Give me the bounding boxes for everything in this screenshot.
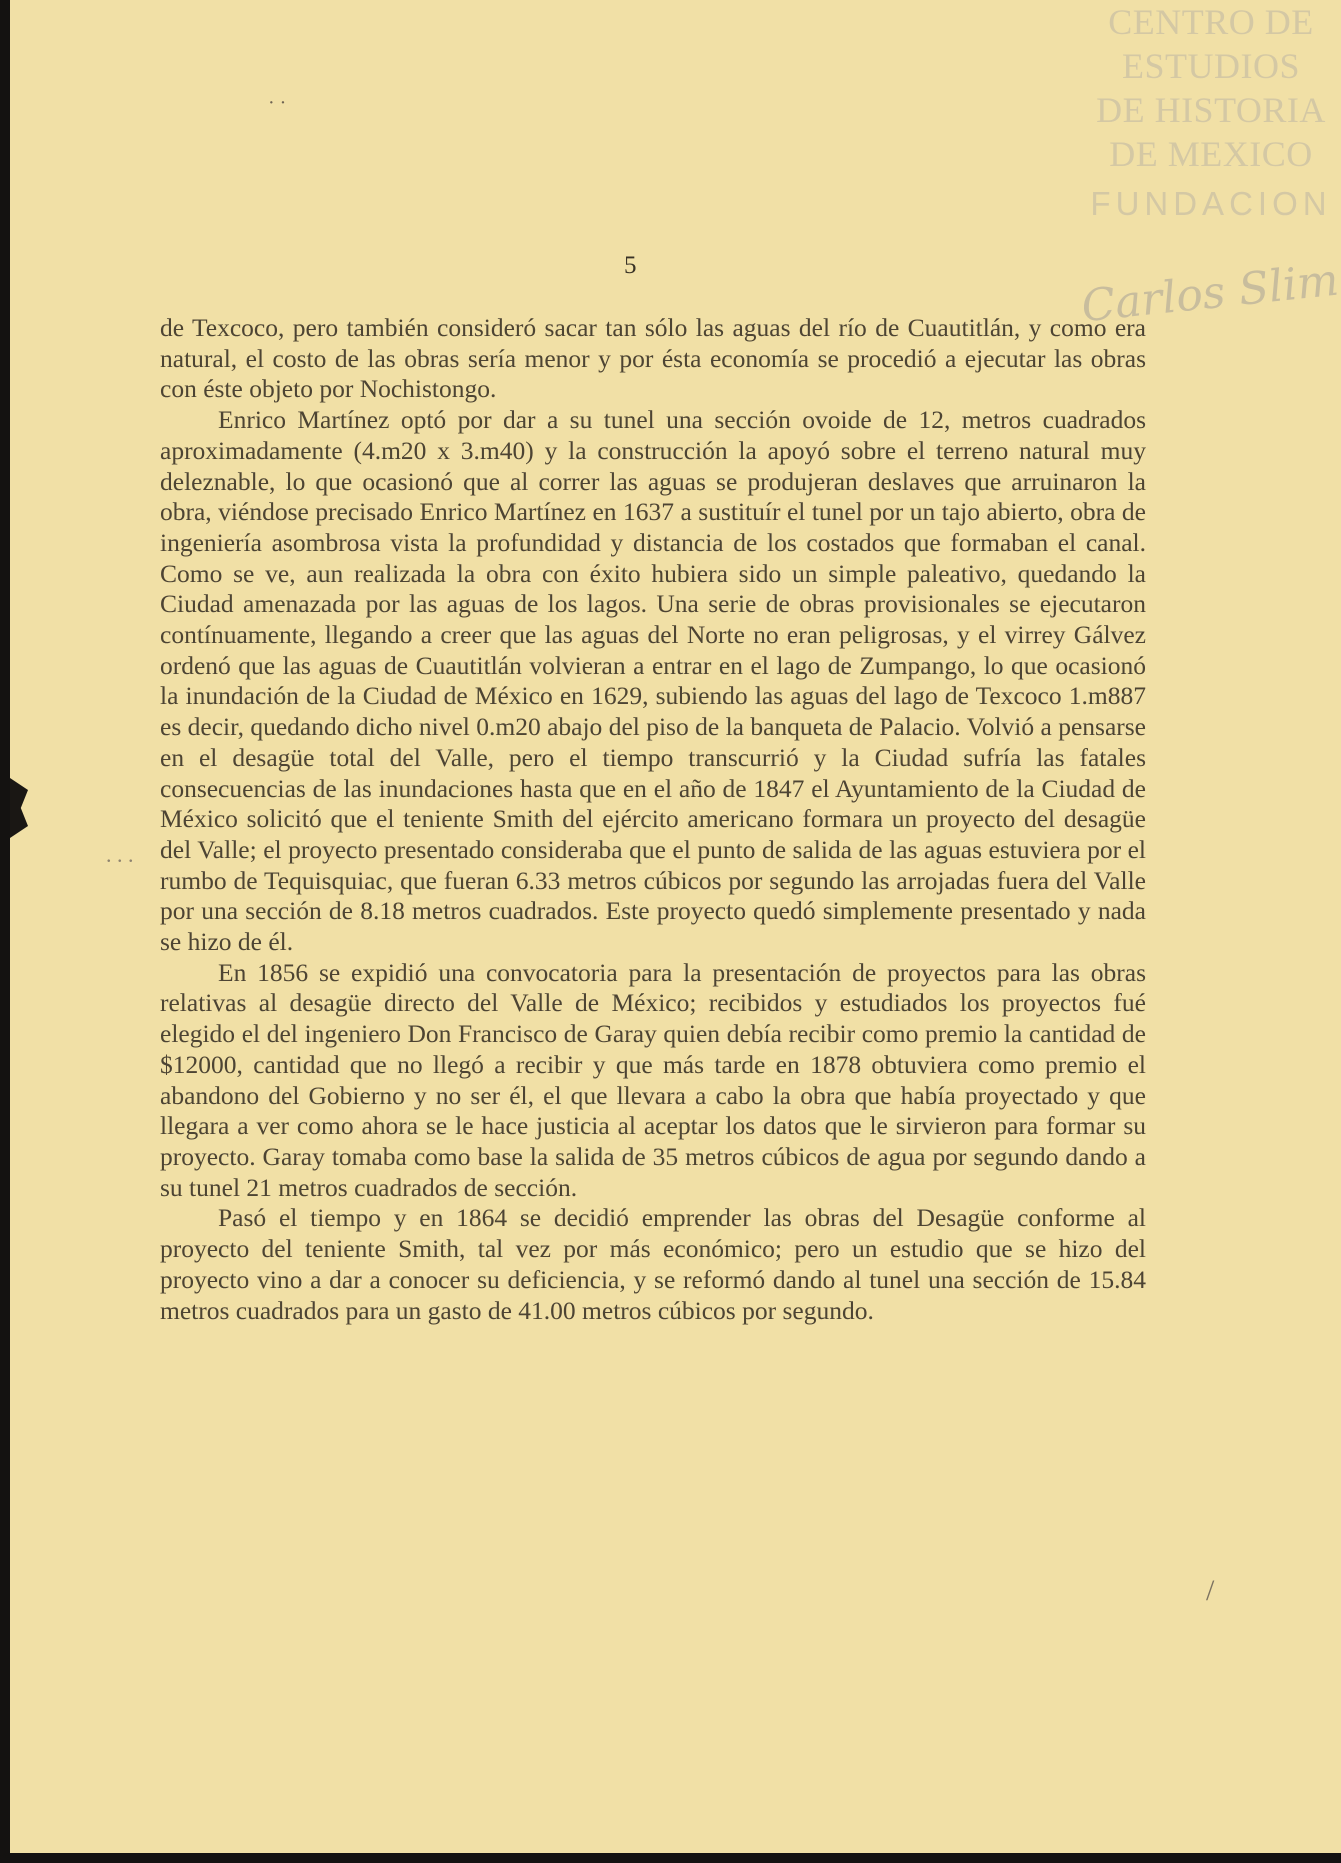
paragraph: de Texcoco, pero también consideró sacar tan sólo las aguas del río de Cuautitlán, y como era natural, el costo de las obras sería menor y por ésta economía se procedió a ejecutar las obras con éste objeto por Nochistongo. — [160, 313, 1146, 404]
watermark-line: ESTUDIOS — [1121, 46, 1300, 86]
left-margin-mark: . . . — [106, 842, 134, 867]
page-number: 5 — [624, 252, 637, 279]
top-margin-mark: · · — [268, 92, 287, 114]
watermark-line: DE MEXICO — [1109, 134, 1313, 174]
right-margin-mark: / — [1206, 1574, 1215, 1607]
paragraph: Enrico Martínez optó por dar a su tunel una sección ovoide de 12, metros cuadrados aproximadamente (4.m20 x 3.m40) y la construcción la apoyó sobre el terreno natural muy deleznable, lo que ocasionó que al correr las aguas se produjeran deslaves que arruinaron la obra, viéndose precisado Enrico Martínez en 1637 a sustituír el tunel por un tajo abierto, obra de ingeniería asombrosa vista la profundidad y distancia de los costados que formaban el canal. Como se ve, aun realizada la obra con éxito hubiera sido un simple paleativo, quedando la Ciudad amenazada por las aguas de los lagos. Una serie de obras provisionales se ejecutaron contínuamente, llegando a creer que las aguas del Norte no eran peligrosas, y el virrey Gálvez ordenó que las aguas de Cuautitlán volvieran a entrar en el lago de Zumpango, lo que ocasionó la inundación de la Ciudad de México en 1629, subiendo las aguas del lago de Texcoco 1.m887 es decir, quedando dicho nivel 0.m20 abajo del piso de la banqueta de Palacio. Volvió a pensarse en el desagüe total del Valle, pero el tiempo transcurrió y la Ciudad sufría las fatales consecuencias de las inundaciones hasta que en el año de 1847 el Ayuntamiento de la Ciudad de México solicitó que el teniente Smith del ejército americano formara un proyecto del desagüe del Valle; el proyecto presentado consideraba que el punto de salida de las aguas estuviera por el rumbo de Tequisquiac, que fueran 6.33 metros cúbicos por segundo las arrojadas fuera del Valle por una sección de 8.18 metros cuadrados. Este proyecto quedó simplemente presentado y nada se hizo de él. — [160, 405, 1146, 957]
paragraph: Pasó el tiempo y en 1864 se decidió emprender las obras del Desagüe conforme al proyecto del teniente Smith, tal vez por más económico; pero un estudio que se hizo del proyecto vino a dar a conocer su deficiencia, y se reformó dando al tunel una sección de 15.84 metros cuadrados para un gasto de 41.00 metros cúbicos por segundo. — [160, 1203, 1146, 1325]
archive-watermark — [1078, 0, 1341, 333]
watermark-line: CENTRO DE — [1108, 2, 1314, 42]
watermark-signature: Carlos Slim — [1078, 254, 1341, 333]
scanned-page — [10, 0, 1341, 1853]
binding-tear — [10, 778, 28, 838]
body-text — [160, 313, 1146, 1326]
paragraph: En 1856 se expidió una convocatoria para la presentación de proyectos para las obras relativas al desagüe directo del Valle de México; recibidos y estudiados los proyectos fué elegido el del ingeniero Don Francisco de Garay quien debía recibir como premio la cantidad de $12000, cantidad que no llegó a recibir y que más tarde en 1878 obtuviera como premio el abandono del Gobierno y no ser él, el que llevara a cabo la obra que había proyectado y que llegara a ver como ahora se le hace justicia al aceptar los datos que le sirvieron para formar su proyecto. Garay tomaba como base la salida de 35 metros cúbicos de agua por segundo dando a su tunel 21 metros cuadrados de sección. — [160, 957, 1146, 1202]
watermark-line: FUNDACION — [1090, 185, 1332, 222]
watermark-line: DE HISTORIA — [1096, 90, 1326, 130]
